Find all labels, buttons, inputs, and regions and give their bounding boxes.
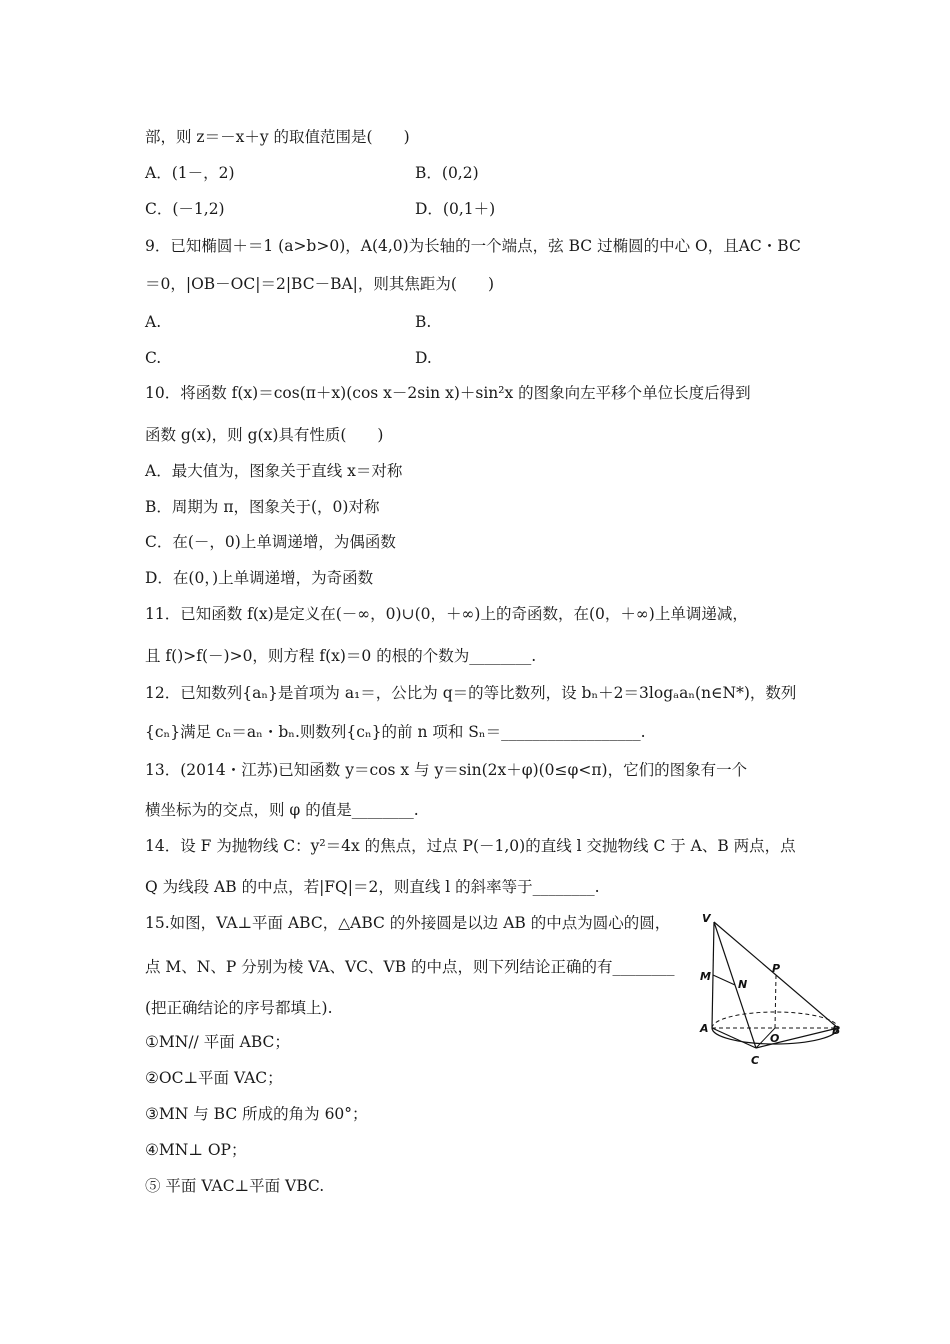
label-c: C	[751, 1054, 760, 1067]
q9-stem-line2: ＝0，|OB－OC|＝2|BC－BA|，则其焦距为( )	[145, 275, 494, 293]
q8-option-a: A．(1－，2)	[145, 164, 235, 182]
q11-stem-line2: 且 f()>f(－)>0，则方程 f(x)＝0 的根的个数为________.	[145, 647, 537, 665]
segment-op	[775, 975, 776, 1028]
q9-stem-line1: 9．已知椭圆＋＝1 (a>b>0)，A(4,0)为长轴的一个端点，弦 BC 过椭圆的中心 O，且AC・BC	[145, 237, 801, 255]
q8-option-b: B．(0,2)	[415, 164, 479, 182]
segment-ac	[712, 1028, 756, 1048]
q9-option-b: B.	[415, 313, 432, 331]
q9-option-a: A.	[145, 313, 162, 331]
label-a: A	[700, 1022, 709, 1035]
label-v: V	[702, 912, 711, 925]
q8-option-c: C．(－1,2)	[145, 200, 225, 218]
q12-stem-line1: 12．已知数列{aₙ}是首项为 a₁＝，公比为 q＝的等比数列，设 bₙ＋2＝3logₐaₙ(n∈N*)，数列	[145, 684, 797, 702]
q10-option-c: C．在(－，0)上单调递增，为偶函数	[145, 533, 396, 551]
q15-stem-line1: 15.如图，VA⊥平面 ABC，△ABC 的外接圆是以边 AB 的中点为圆心的圆，	[145, 914, 671, 932]
q13-stem-line1: 13．(2014・江苏)已知函数 y＝cos x 与 y＝sin(2x＋φ)(0≤φ<π)，它们的图象有一个	[145, 761, 748, 779]
q9-option-d: D.	[415, 349, 432, 367]
q14-stem-line2: Q 为线段 AB 的中点，若|FQ|＝2，则直线 l 的斜率等于________.	[145, 878, 600, 896]
label-b: B	[832, 1024, 841, 1037]
q10-option-d: D．在(0，)上单调递增，为奇函数	[145, 569, 374, 587]
q11-stem-line1: 11．已知函数 f(x)是定义在(－∞，0)∪(0，＋∞)上的奇函数，在(0，＋∞)上单调递减，	[145, 605, 748, 623]
label-p: P	[772, 962, 781, 975]
q15-statement-4: ④MN⊥ OP；	[145, 1141, 247, 1159]
q8-option-d: D．(0,1＋)	[415, 200, 496, 218]
q10-option-a: A．最大值为，图象关于直线 x＝对称	[145, 462, 403, 480]
q15-statement-1: ①MN// 平面 ABC；	[145, 1033, 290, 1051]
q10-stem-line1: 10．将函数 f(x)＝cos(π＋x)(cos x－2sin x)＋sin²x 的图象向左平移个单位长度后得到	[145, 384, 751, 402]
q10-stem-line2: 函数 g(x)，则 g(x)具有性质( )	[145, 426, 384, 444]
q12-stem-line2: {cₙ}满足 cₙ＝aₙ・bₙ.则数列{cₙ}的前 n 项和 Sₙ＝__________________.	[145, 723, 646, 741]
q14-stem-line1: 14．设 F 为抛物线 C：y²＝4x 的焦点，过点 P(－1,0)的直线 l 交抛物线 C 于 A、B 两点，点	[145, 837, 796, 855]
label-o: O	[770, 1032, 780, 1045]
label-m: M	[700, 970, 711, 983]
q10-option-b: B．周期为 π，图象关于(，0)对称	[145, 498, 380, 516]
q15-statement-5: ⑤ 平面 VAC⊥平面 VBC.	[145, 1177, 325, 1195]
q15-statement-3: ③MN 与 BC 所成的角为 60°；	[145, 1105, 368, 1123]
cone-geometry-figure	[698, 908, 848, 1073]
q15-stem-line3: (把正确结论的序号都填上).	[145, 999, 333, 1017]
q13-stem-line2: 横坐标为的交点，则 φ 的值是________.	[145, 801, 419, 819]
q8-stem-tail: 部，则 z＝－x＋y 的取值范围是( )	[145, 128, 410, 146]
q15-statement-2: ②OC⊥平面 VAC；	[145, 1069, 283, 1087]
label-n: N	[738, 978, 748, 991]
q9-option-c: C.	[145, 349, 162, 367]
q15-stem-line2: 点 M、N、P 分别为棱 VA、VC、VB 的中点，则下列结论正确的有________	[145, 958, 675, 976]
